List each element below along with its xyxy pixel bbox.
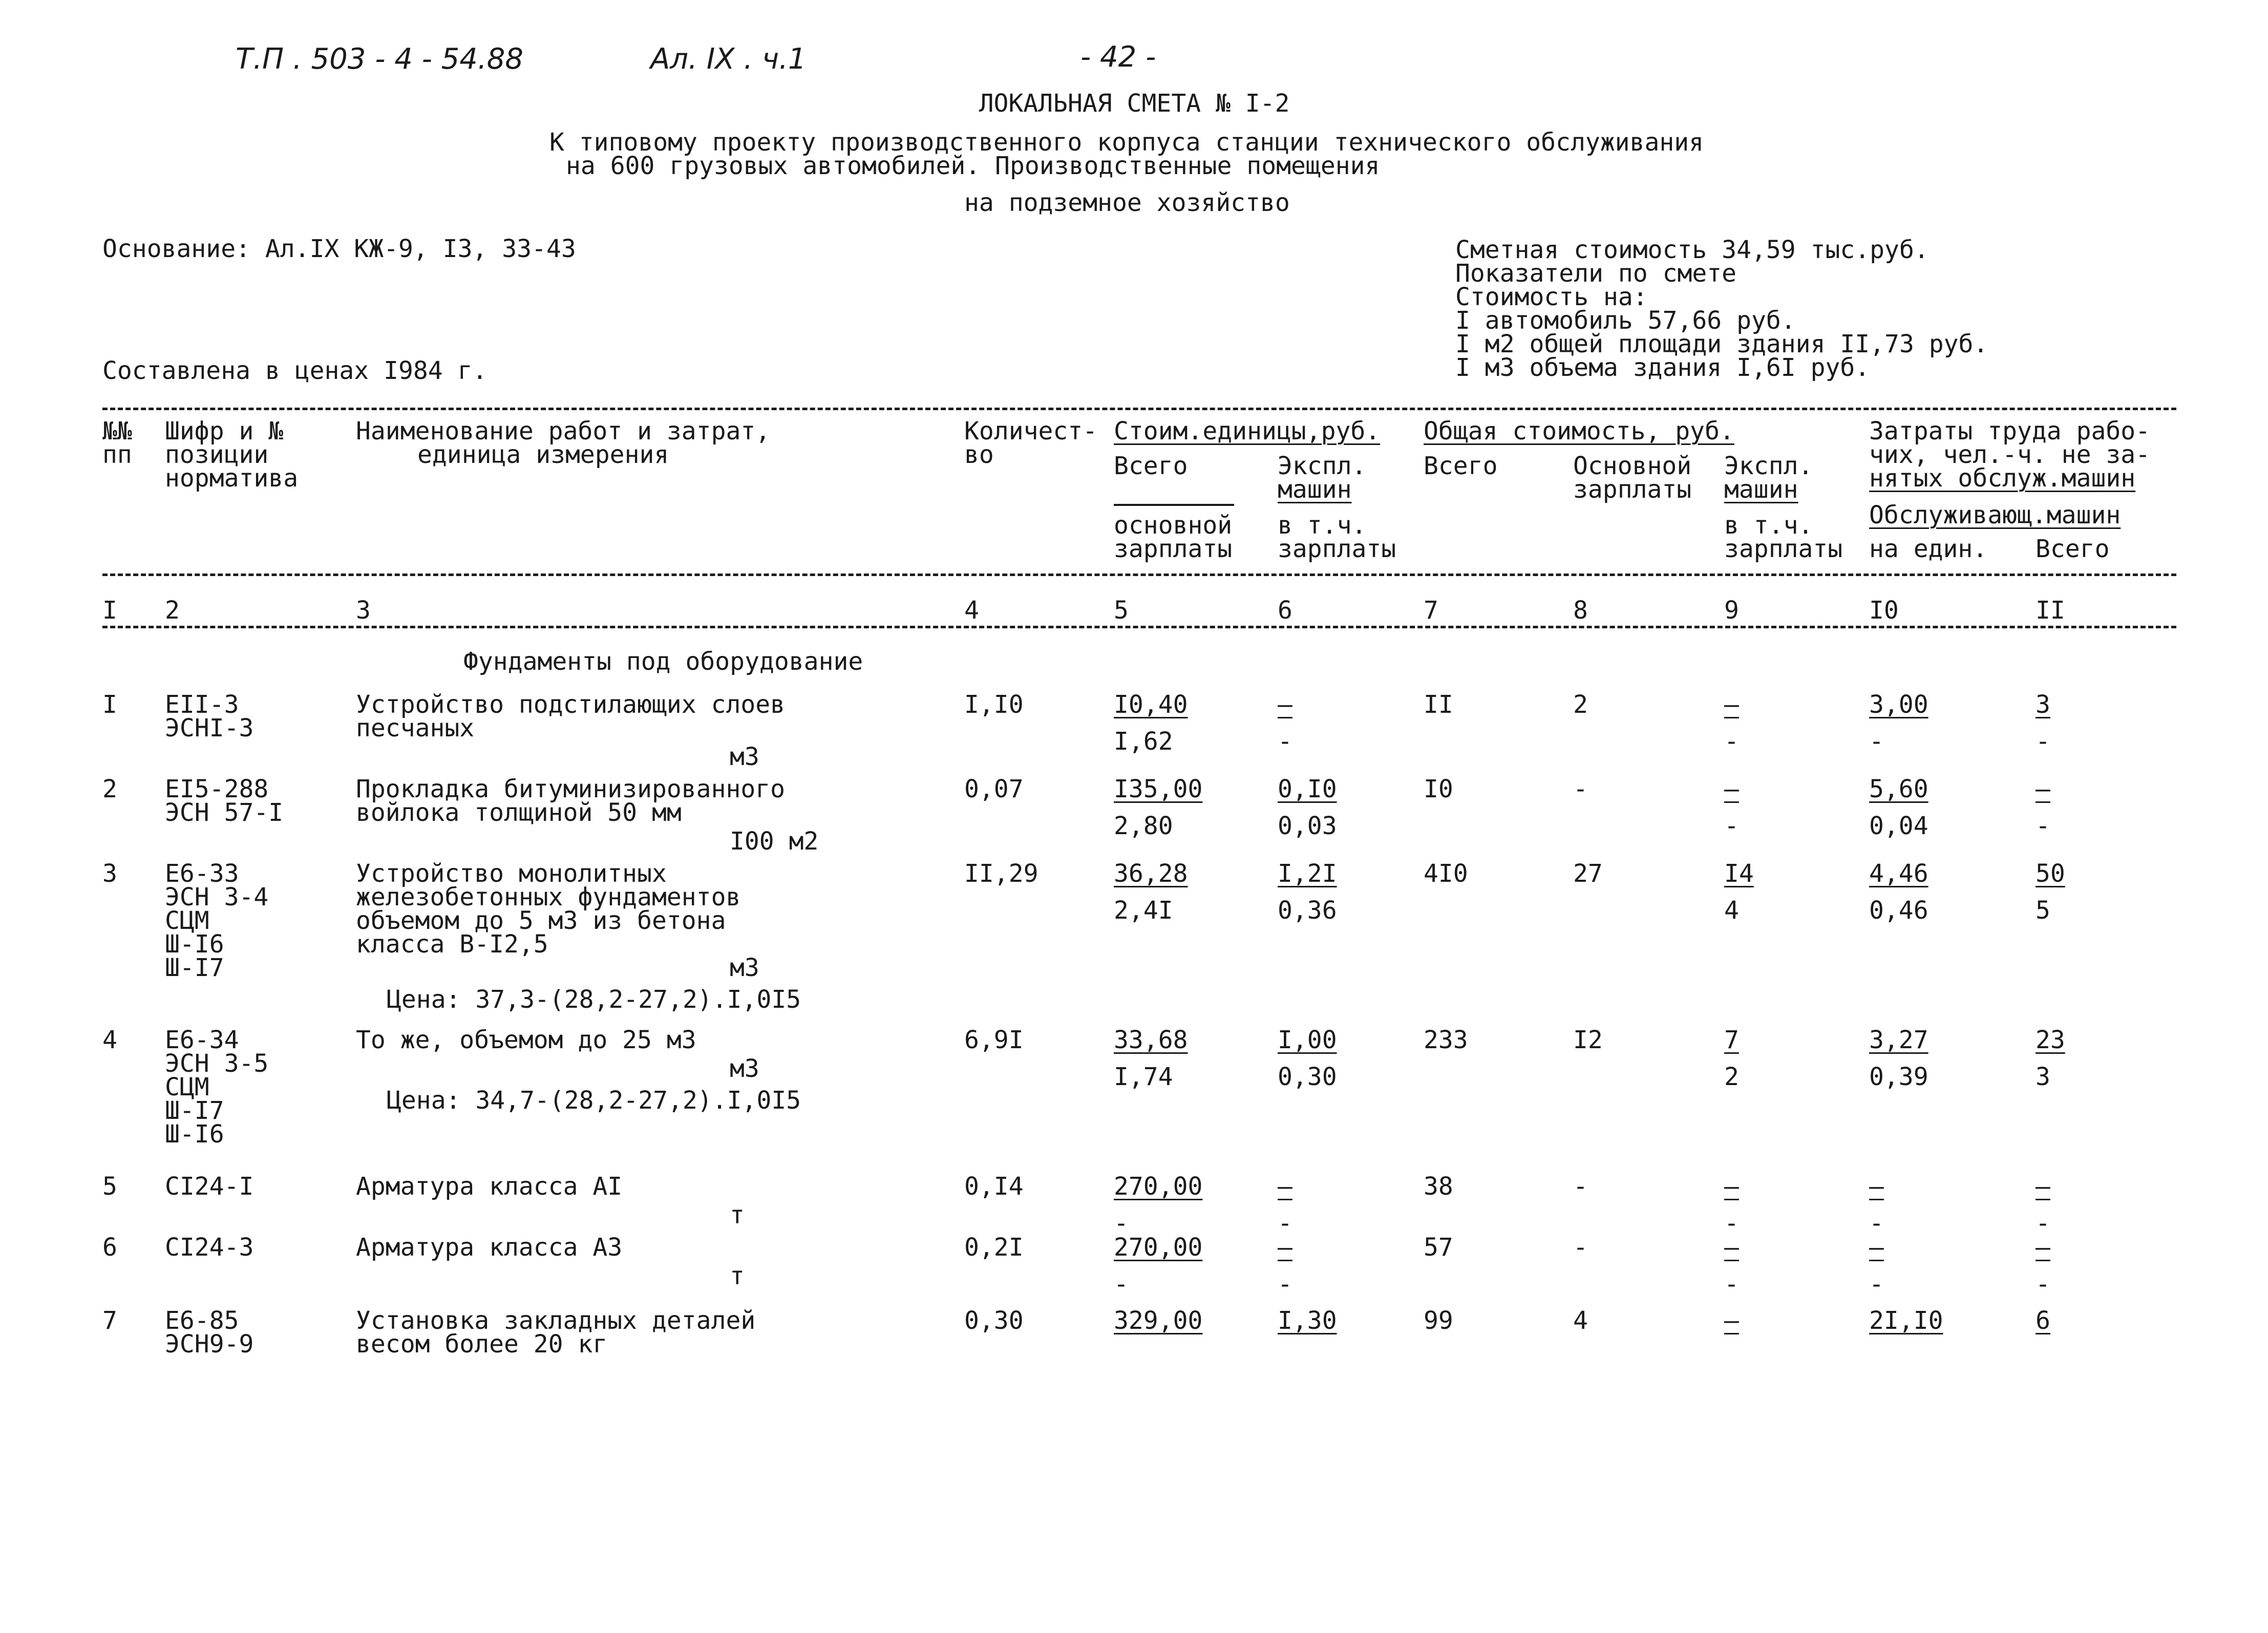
column-number: 5 — [1114, 596, 1129, 625]
column-number: 2 — [165, 596, 180, 625]
header-col1-line2: пп — [102, 440, 132, 469]
cell-c9: – — [1724, 690, 1739, 719]
document-title: ЛОКАЛЬНАЯ СМЕТА № I-2 — [979, 89, 1290, 118]
cell-c9: – — [1724, 1172, 1739, 1201]
cell-c8: - — [1573, 1233, 1588, 1262]
cell-c9-lower: - — [1724, 812, 1739, 840]
work-name: войлока толщиной 50 мм — [356, 798, 682, 827]
header-col6-top-line1: Экспл. — [1278, 452, 1367, 480]
quantity: I,I0 — [964, 690, 1024, 719]
cell-c11: – — [2036, 1233, 2050, 1262]
header-labor-line2: чих, чел.-ч. не за- — [1869, 440, 2151, 469]
cell-c9-lower: 2 — [1724, 1063, 1739, 1091]
unit-of-measure: м3 — [730, 743, 759, 771]
cell-c5-lower: - — [1114, 1209, 1129, 1238]
header-col9-bottom-line2: зарплаты — [1724, 535, 1843, 563]
cell-c10: – — [1869, 1233, 1884, 1262]
summary-line-2: Показатели по смете — [1455, 259, 1737, 288]
quantity: 0,I4 — [964, 1172, 1024, 1201]
work-name: класса В-I2,5 — [356, 930, 548, 959]
header-col5-bottom-line1: основной — [1114, 511, 1233, 540]
cell-c10-lower: - — [1869, 727, 1884, 756]
cell-c11-lower: - — [2036, 1270, 2050, 1299]
work-name: Устройство монолитных — [356, 859, 667, 888]
norm-code: СI24-I — [165, 1172, 254, 1201]
cell-c5: 270,00 — [1114, 1172, 1203, 1201]
summary-line-1: Сметная стоимость 34,59 тыс.руб. — [1455, 236, 1929, 264]
cell-c5: 270,00 — [1114, 1233, 1203, 1262]
norm-code: Е6-34 — [165, 1026, 239, 1054]
cell-c6: – — [1278, 1233, 1292, 1262]
cell-c5-lower: 2,80 — [1114, 812, 1173, 840]
cell-c6: – — [1278, 1172, 1292, 1201]
cell-c7: II — [1424, 690, 1453, 719]
norm-code: ЭСН 57-I — [165, 798, 284, 827]
header-col9-top-line1: Экспл. — [1724, 452, 1813, 480]
cell-c8: 2 — [1573, 690, 1588, 719]
cell-c10-lower: - — [1869, 1209, 1884, 1238]
header-col5-bottom-line2: зарплаты — [1114, 535, 1233, 563]
cell-c8: 27 — [1573, 859, 1603, 888]
cell-c6-lower: 0,03 — [1278, 812, 1337, 840]
unit-of-measure: I00 м2 — [730, 827, 819, 856]
cell-c8: - — [1573, 775, 1588, 803]
cell-c11: 6 — [2036, 1306, 2050, 1335]
cell-c8: 4 — [1573, 1306, 1588, 1335]
cell-c5: 33,68 — [1114, 1026, 1188, 1054]
norm-code: ЭСН9-9 — [165, 1330, 254, 1359]
cell-c11: 50 — [2036, 859, 2065, 888]
cell-c6-lower: - — [1278, 1270, 1292, 1299]
cell-c7: 38 — [1424, 1172, 1453, 1201]
header-col3-line1: Наименование работ и затрат, — [356, 417, 771, 446]
header-col5-rule — [1114, 504, 1234, 506]
row-number: 4 — [102, 1026, 117, 1054]
column-number: I — [102, 596, 117, 625]
work-name: Арматура класса А3 — [356, 1233, 623, 1262]
norm-code: Е6-33 — [165, 859, 239, 888]
unit-of-measure: м3 — [730, 1054, 759, 1083]
cell-c5: 329,00 — [1114, 1306, 1203, 1335]
cell-c11: 23 — [2036, 1026, 2065, 1054]
quantity: 0,07 — [964, 775, 1024, 803]
cell-c6-lower: 0,30 — [1278, 1063, 1337, 1091]
work-name: железобетонных фундаментов — [356, 883, 741, 911]
work-name: песчаных — [356, 714, 475, 743]
norm-code: СI24-3 — [165, 1233, 254, 1262]
norm-code: ЭСНI-3 — [165, 714, 254, 743]
cell-c11-lower: - — [2036, 1209, 2050, 1238]
quantity: 0,2I — [964, 1233, 1024, 1262]
cell-c5: I0,40 — [1114, 690, 1188, 719]
cell-c6-lower: 0,36 — [1278, 896, 1337, 925]
cell-c9-lower: - — [1724, 1209, 1739, 1238]
summary-line-5: I м2 общей площади здания II,73 руб. — [1455, 330, 1988, 358]
header-col10: на един. — [1869, 535, 1988, 563]
row-number: 5 — [102, 1172, 117, 1201]
column-number: 8 — [1573, 596, 1588, 625]
norm-code: ЭСН 3-4 — [165, 883, 269, 911]
subtitle-line-2: на 600 грузовых автомобилей. Производственные помещения — [566, 152, 1380, 180]
cell-c10-lower: 0,46 — [1869, 896, 1928, 925]
cell-c10-lower: - — [1869, 1270, 1884, 1299]
subtitle-line-1: К типовому проекту производственного корпуса станции технического обслуживания — [549, 128, 1704, 157]
norm-code: Ш-I7 — [165, 1096, 224, 1125]
norm-code: ЕII-3 — [165, 690, 239, 719]
norm-code: ЭСН 3-5 — [165, 1049, 269, 1078]
cell-c9: I4 — [1724, 859, 1754, 888]
work-name: То же, объемом до 25 м3 — [356, 1026, 696, 1054]
header-col1-line1: №№ — [102, 417, 132, 446]
work-name: объемом до 5 м3 из бетона — [356, 906, 726, 935]
cell-c11-lower: - — [2036, 727, 2050, 756]
cell-c7: 4I0 — [1424, 859, 1468, 888]
cell-c11-lower: - — [2036, 812, 2050, 840]
column-number: 7 — [1424, 596, 1438, 625]
cell-c10-lower: 0,39 — [1869, 1063, 1928, 1091]
cell-c7: 99 — [1424, 1306, 1453, 1335]
norm-code: СЦМ — [165, 1073, 209, 1101]
cell-c7: I0 — [1424, 775, 1453, 803]
cell-c10: 5,60 — [1869, 775, 1928, 803]
norm-code: Ш-I6 — [165, 1120, 224, 1149]
cell-c10: 2I,I0 — [1869, 1306, 1943, 1335]
cell-c10: 4,46 — [1869, 859, 1928, 888]
header-col6-bottom-line2: зарплаты — [1278, 535, 1396, 563]
work-name: Установка закладных деталей — [356, 1306, 756, 1335]
cell-c11-lower: 5 — [2036, 896, 2050, 925]
cell-c11: 3 — [2036, 690, 2050, 719]
subtitle-line-3: на подземное хозяйство — [964, 188, 1290, 217]
row-number: 2 — [102, 775, 117, 803]
cell-c7: 57 — [1424, 1233, 1453, 1262]
work-name: Устройство подстилающих слоев — [356, 690, 786, 719]
cell-c11: – — [2036, 1172, 2050, 1201]
norm-code: Ш-I7 — [165, 953, 224, 982]
cell-c6: 0,I0 — [1278, 775, 1337, 803]
cell-c9: – — [1724, 1306, 1739, 1335]
cell-c6: I,2I — [1278, 859, 1337, 888]
cell-c5-lower: 2,4I — [1114, 896, 1173, 925]
norm-code: Ш-I6 — [165, 930, 224, 959]
column-number: 6 — [1278, 596, 1292, 625]
header-col5-top: Всего — [1114, 452, 1188, 480]
quantity: 0,30 — [964, 1306, 1024, 1335]
norm-code: Е6-85 — [165, 1306, 239, 1335]
header-total-cost: Общая стоимость, руб. — [1424, 417, 1734, 446]
header-col4-line2: во — [964, 440, 994, 469]
cell-c9: – — [1724, 775, 1739, 803]
row-number: I — [102, 690, 117, 719]
norm-code: ЕI5-288 — [165, 775, 269, 803]
cell-c6: I,30 — [1278, 1306, 1337, 1335]
cell-c6-lower: - — [1278, 727, 1292, 756]
album-reference: Ал. IX . ч.1 — [650, 43, 807, 76]
cell-c5: I35,00 — [1114, 775, 1203, 803]
column-number: II — [2036, 596, 2065, 625]
column-numbers-rule — [102, 626, 2176, 628]
quantity: 6,9I — [964, 1026, 1024, 1054]
cell-c7: 233 — [1424, 1026, 1468, 1054]
cell-c5-lower: I,62 — [1114, 727, 1173, 756]
header-top-rule — [102, 408, 2176, 410]
cell-c5: 36,28 — [1114, 859, 1188, 888]
section-title: Фундаменты под оборудование — [463, 647, 863, 676]
norm-code: СЦМ — [165, 906, 209, 935]
column-number: 9 — [1724, 596, 1739, 625]
header-col6-top-line2: машин — [1278, 475, 1352, 504]
work-name: Прокладка битуминизированного — [356, 775, 786, 803]
summary-line-3: Стоимость на: — [1455, 283, 1648, 311]
cell-c11: – — [2036, 775, 2050, 803]
header-col8-line2: зарплаты — [1573, 475, 1692, 504]
prices-year-text: Составлена в ценах I984 г. — [102, 356, 487, 385]
header-col11: Всего — [2036, 535, 2110, 563]
header-col2-line2: позиции — [165, 440, 269, 469]
work-name: весом более 20 кг — [356, 1330, 608, 1359]
column-number: 4 — [964, 596, 979, 625]
basis-text: Основание: Ал.IX КЖ-9, I3, 33-43 — [102, 235, 576, 263]
unit-of-measure: т — [730, 1201, 745, 1229]
row-number: 3 — [102, 859, 117, 888]
summary-line-6: I м3 объема здания I,6I руб. — [1455, 353, 1870, 382]
document-code: Т.П . 503 - 4 - 54.88 — [236, 43, 523, 76]
header-col4-line1: Количест- — [964, 417, 1098, 446]
header-col3-line2: единица измерения — [417, 440, 669, 469]
header-unit-cost: Стоим.единицы,руб. — [1114, 417, 1381, 446]
column-number: 3 — [356, 596, 371, 625]
cell-c9-lower: 4 — [1724, 896, 1739, 925]
cell-c9-lower: - — [1724, 727, 1739, 756]
cell-c5-lower: - — [1114, 1270, 1129, 1299]
price-formula: Цена: 34,7-(28,2-27,2).I,0I5 — [387, 1086, 801, 1115]
row-number: 6 — [102, 1233, 117, 1262]
header-col2-line1: Шифр и № — [165, 417, 284, 446]
price-formula: Цена: 37,3-(28,2-27,2).I,0I5 — [387, 985, 801, 1014]
cell-c10-lower: 0,04 — [1869, 812, 1928, 840]
cell-c11-lower: 3 — [2036, 1063, 2050, 1091]
cell-c9: – — [1724, 1233, 1739, 1262]
cell-c8: I2 — [1573, 1026, 1603, 1054]
header-serving-machines: Обслуживающ.машин — [1869, 501, 2121, 529]
cell-c9: 7 — [1724, 1026, 1739, 1054]
summary-line-4: I автомобиль 57,66 руб. — [1455, 306, 1796, 335]
row-number: 7 — [102, 1306, 117, 1335]
cell-c6: I,00 — [1278, 1026, 1337, 1054]
header-col8-line1: Основной — [1573, 452, 1692, 480]
cell-c6: – — [1278, 690, 1292, 719]
cell-c6-lower: - — [1278, 1209, 1292, 1238]
header-col9-bottom-line1: в т.ч. — [1724, 511, 1813, 540]
header-labor-line1: Затраты труда рабо- — [1869, 417, 2151, 446]
header-labor-line3: нятых обслуж.машин — [1869, 464, 2136, 493]
unit-of-measure: м3 — [730, 953, 759, 982]
header-bottom-rule — [102, 574, 2176, 576]
cell-c10: 3,00 — [1869, 690, 1928, 719]
work-name: Арматура класса АI — [356, 1172, 623, 1201]
header-col2-line3: норматива — [165, 464, 299, 493]
cell-c10: – — [1869, 1172, 1884, 1201]
header-col9-top-line2: машин — [1724, 475, 1798, 504]
cell-c5-lower: I,74 — [1114, 1063, 1173, 1091]
unit-of-measure: т — [730, 1262, 745, 1290]
header-col7: Всего — [1424, 452, 1498, 480]
cell-c9-lower: - — [1724, 1270, 1739, 1299]
quantity: II,29 — [964, 859, 1038, 888]
header-col6-bottom-line1: в т.ч. — [1278, 511, 1367, 540]
cell-c10: 3,27 — [1869, 1026, 1928, 1054]
page-number: - 42 - — [1080, 40, 1156, 74]
column-number: I0 — [1869, 596, 1899, 625]
cell-c8: - — [1573, 1172, 1588, 1201]
